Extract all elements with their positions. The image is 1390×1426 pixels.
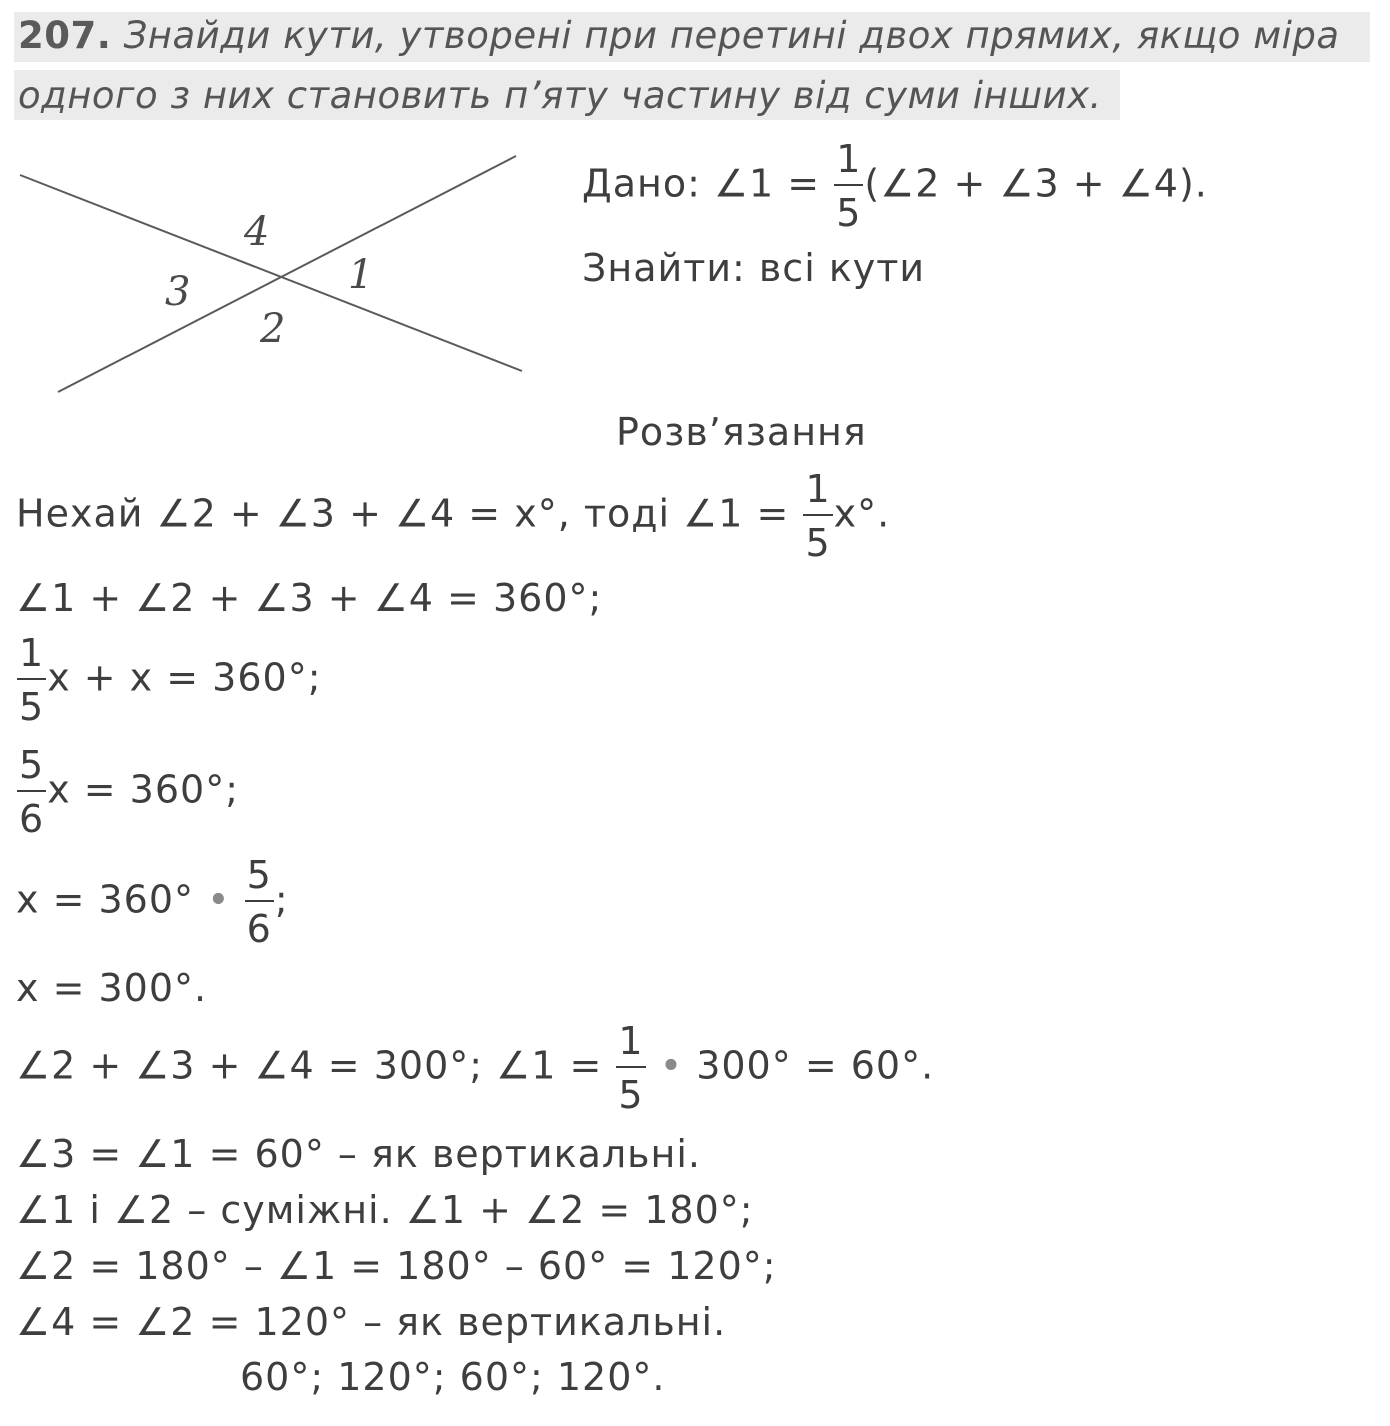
given-prefix: Дано: ∠1 = xyxy=(582,161,821,206)
line5-multiply-dot: • xyxy=(207,877,231,922)
task-line-1 xyxy=(18,14,1340,57)
given-denominator: 5 xyxy=(836,191,862,235)
solution-line-2: ∠1 + ∠2 + ∠3 + ∠4 = 360°; xyxy=(16,576,603,620)
line1-fraction xyxy=(803,467,832,565)
line4-numerator: 5 xyxy=(17,746,46,792)
given-line xyxy=(582,137,1208,235)
angle-label-3: 3 xyxy=(165,269,191,315)
line7-numerator: 1 xyxy=(616,1022,645,1068)
line-b xyxy=(58,156,516,392)
task-text-1: Знайди кути, утворені при перетині двох прямих, якщо міра xyxy=(123,14,1340,57)
angle-label-4: 4 xyxy=(244,209,270,255)
solution-line-1 xyxy=(16,467,891,565)
solution-line-4 xyxy=(16,743,240,841)
solution-line-9: ∠1 і ∠2 – суміжні. ∠1 + ∠2 = 180°; xyxy=(16,1188,754,1232)
line3-fraction xyxy=(17,631,46,729)
line7-text: ∠2 + ∠3 + ∠4 = 300°; ∠1 = xyxy=(16,1043,603,1088)
solution-line-10: ∠2 = 180° – ∠1 = 180° – 60° = 120°; xyxy=(16,1244,777,1288)
line5-numerator: 5 xyxy=(245,856,274,902)
solution-line-8: ∠3 = ∠1 = 60° – як вертикальні. xyxy=(16,1132,702,1176)
given-fraction xyxy=(834,137,863,235)
solution-line-3 xyxy=(16,631,322,729)
line1-tail: x°. xyxy=(833,491,891,536)
line3-numerator: 1 xyxy=(17,634,46,680)
line1-text: Нехай ∠2 + ∠3 + ∠4 = x°, тоді ∠1 = xyxy=(16,491,790,536)
line5-text: x = 360° xyxy=(16,877,195,922)
line7-tail: 300° = 60°. xyxy=(696,1043,935,1088)
line4-fraction xyxy=(17,743,46,841)
angle-label-2: 2 xyxy=(260,306,286,352)
line5-tail: ; xyxy=(274,877,289,922)
line7-fraction xyxy=(616,1019,645,1117)
line3-denominator: 5 xyxy=(19,685,45,729)
find-line: Знайти: всі кути xyxy=(582,246,926,290)
solution-line-11: ∠4 = ∠2 = 120° – як вертикальні. xyxy=(16,1300,727,1344)
line1-numerator: 1 xyxy=(803,470,832,516)
line4-tail: x = 360°; xyxy=(47,767,240,812)
line7-denominator: 5 xyxy=(618,1073,644,1117)
task-line-2: одного з них становить п’яту частину від суми інших. xyxy=(18,74,1102,117)
solution-title: Розв’язання xyxy=(616,410,867,454)
task-number: 207. xyxy=(18,14,112,57)
line4-denominator: 6 xyxy=(19,797,45,841)
answer-line: 60°; 120°; 60°; 120°. xyxy=(240,1355,666,1399)
intersecting-lines-diagram xyxy=(0,140,560,410)
given-numerator: 1 xyxy=(834,140,863,186)
solution-line-6: x = 300°. xyxy=(16,966,208,1010)
line3-tail: x + x = 360°; xyxy=(47,655,322,700)
angle-label-1: 1 xyxy=(348,252,374,298)
line1-denominator: 5 xyxy=(805,521,831,565)
given-suffix: (∠2 + ∠3 + ∠4). xyxy=(864,161,1208,206)
solution-line-5 xyxy=(16,853,289,951)
line7-multiply-dot: • xyxy=(659,1043,684,1088)
line5-fraction xyxy=(245,853,274,951)
solution-line-7 xyxy=(16,1019,935,1117)
line5-denominator: 6 xyxy=(246,907,272,951)
